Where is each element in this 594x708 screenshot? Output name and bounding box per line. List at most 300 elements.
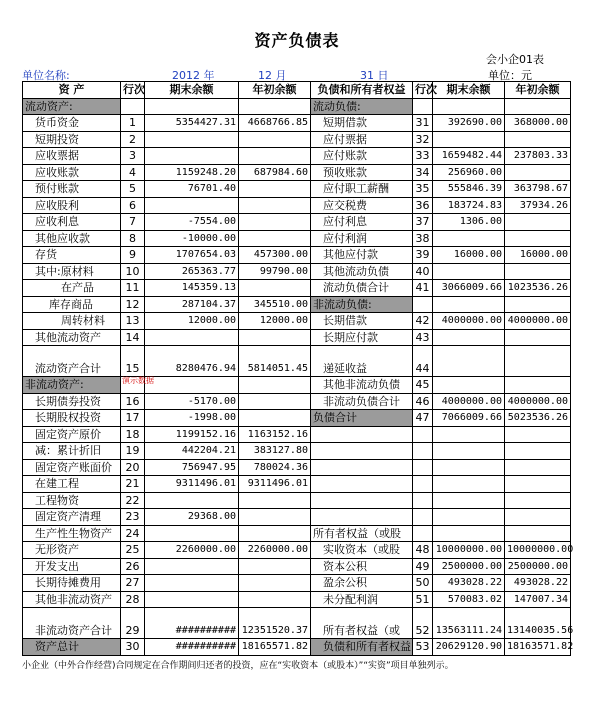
table-row (23, 492, 571, 509)
table-row (23, 509, 571, 526)
liability-line: 42 (413, 313, 433, 330)
asset-label: 无形资产 (23, 542, 121, 559)
liability-end-balance (433, 476, 505, 493)
asset-line: 4 (121, 164, 145, 181)
col-liability: 负债和所有者权益 (311, 82, 413, 99)
asset-begin-balance: 5814051.45 (239, 346, 311, 377)
asset-label: 货币资金 (23, 115, 121, 132)
table-row (23, 296, 571, 313)
table-row (23, 639, 571, 656)
liability-begin-balance (505, 492, 571, 509)
liability-end-balance (433, 230, 505, 247)
col-begin2: 年初余额 (505, 82, 571, 99)
table-row (23, 313, 571, 330)
liability-begin-balance (505, 346, 571, 377)
day-field: 31 日 (360, 69, 389, 82)
asset-label: 周转材料 (23, 313, 121, 330)
asset-line: 10 (121, 263, 145, 280)
table-row (23, 247, 571, 264)
asset-label: 生产性生物资产 (23, 525, 121, 542)
year-field: 2012 年 (172, 69, 215, 82)
liability-begin-balance (505, 131, 571, 148)
liability-label: 流动负债合计 (311, 280, 413, 297)
asset-label: 应收股利 (23, 197, 121, 214)
asset-end-balance: -10000.00 (145, 230, 239, 247)
liability-line (413, 476, 433, 493)
liability-end-balance: 4000000.00 (433, 313, 505, 330)
liability-line: 36 (413, 197, 433, 214)
asset-line: 8 (121, 230, 145, 247)
liability-begin-balance (505, 263, 571, 280)
footnote: 小企业（中外合作经营)合同规定在合作期间归还者的投资，应在“实收资本（或股本）”“实资”项目单独列示。 (22, 661, 454, 671)
liability-label: 短期借款 (311, 115, 413, 132)
asset-label: 应收利息 (23, 214, 121, 231)
liability-label (311, 426, 413, 443)
liability-end-balance (433, 443, 505, 460)
liability-begin-balance (505, 509, 571, 526)
liability-line: 52 (413, 608, 433, 639)
asset-end-balance (145, 591, 239, 608)
asset-label: 其他非流动资产 (23, 591, 121, 608)
asset-label: 其中:原材料 (23, 263, 121, 280)
table-row (23, 98, 571, 115)
liability-end-balance: 4000000.00 (433, 393, 505, 410)
table-row (23, 476, 571, 493)
asset-line: 7 (121, 214, 145, 231)
liability-end-balance: 2500000.00 (433, 558, 505, 575)
asset-label: 应收票据 (23, 148, 121, 165)
liability-label: 实收资本（或股 (311, 542, 413, 559)
asset-label: 固定资产清理 (23, 509, 121, 526)
liability-line: 51 (413, 591, 433, 608)
asset-label: 工程物资 (23, 492, 121, 509)
asset-label: 长期待摊费用 (23, 575, 121, 592)
liability-begin-balance: 5023536.26 (505, 410, 571, 427)
asset-line: 19 (121, 443, 145, 460)
liability-begin-balance: 237803.33 (505, 148, 571, 165)
liability-begin-balance (505, 443, 571, 460)
liability-begin-balance (505, 164, 571, 181)
asset-end-balance: 265363.77 (145, 263, 239, 280)
asset-begin-balance (239, 131, 311, 148)
asset-begin-balance (239, 230, 311, 247)
asset-begin-balance (239, 558, 311, 575)
asset-end-balance: 8280476.94 (145, 346, 239, 377)
liability-line: 35 (413, 181, 433, 198)
asset-begin-balance (239, 525, 311, 542)
liability-label: 应付职工薪酬 (311, 181, 413, 198)
liability-end-balance (433, 509, 505, 526)
liability-end-balance: 20629120.90 (433, 639, 505, 656)
asset-begin-balance (239, 377, 311, 394)
liability-label: 盈余公积 (311, 575, 413, 592)
asset-line: 1 (121, 115, 145, 132)
liability-begin-balance: 10000000.00 (505, 542, 571, 559)
liability-end-balance (433, 492, 505, 509)
asset-begin-balance (239, 492, 311, 509)
asset-begin-balance (239, 181, 311, 198)
asset-line: 12 (121, 296, 145, 313)
asset-line (121, 98, 145, 115)
asset-begin-balance (239, 280, 311, 297)
table-header-row (23, 82, 571, 99)
liability-line (413, 443, 433, 460)
asset-end-balance: 76701.40 (145, 181, 239, 198)
asset-begin-balance: 457300.00 (239, 247, 311, 264)
table-row (23, 459, 571, 476)
asset-end-balance: -5170.00 (145, 393, 239, 410)
liability-begin-balance (505, 459, 571, 476)
liability-begin-balance (505, 476, 571, 493)
liability-label: 负债合计 (311, 410, 413, 427)
liability-label: 应付利润 (311, 230, 413, 247)
liability-line: 31 (413, 115, 433, 132)
liability-label (311, 509, 413, 526)
table-row (23, 591, 571, 608)
col-end2: 期末余额 (433, 82, 505, 99)
liability-end-balance: 3066009.66 (433, 280, 505, 297)
table-row (23, 197, 571, 214)
liability-label: 应付账款 (311, 148, 413, 165)
asset-begin-balance: 4668766.85 (239, 115, 311, 132)
asset-end-balance: 5354427.31 (145, 115, 239, 132)
asset-line: 28 (121, 591, 145, 608)
liability-line (413, 492, 433, 509)
liability-line (413, 426, 433, 443)
asset-end-balance: ########## (145, 639, 239, 656)
asset-label: 库存商品 (23, 296, 121, 313)
asset-line: 13 (121, 313, 145, 330)
report-title: 资产负债表 (254, 31, 340, 50)
asset-line: 2 (121, 131, 145, 148)
asset-line: 3 (121, 148, 145, 165)
liability-end-balance (433, 459, 505, 476)
liability-line: 53 (413, 639, 433, 656)
liability-begin-balance: 493028.22 (505, 575, 571, 592)
liability-begin-balance (505, 296, 571, 313)
asset-end-balance (145, 558, 239, 575)
liability-label: 未分配利润 (311, 591, 413, 608)
asset-label: 非流动资产合计 (23, 608, 121, 639)
table-row (23, 575, 571, 592)
asset-line: 30 (121, 639, 145, 656)
liability-end-balance: 555846.39 (433, 181, 505, 198)
demo-data-note: 演示数据 (122, 376, 154, 385)
liability-end-balance: 570083.02 (433, 591, 505, 608)
table-row (23, 558, 571, 575)
liability-label: 负债和所有者权益 (311, 639, 413, 656)
liability-label (311, 476, 413, 493)
asset-line: 24 (121, 525, 145, 542)
asset-line: 23 (121, 509, 145, 526)
liability-end-balance (433, 525, 505, 542)
liability-end-balance: 392690.00 (433, 115, 505, 132)
liability-end-balance (433, 131, 505, 148)
asset-label: 短期投资 (23, 131, 121, 148)
liability-end-balance: 7066009.66 (433, 410, 505, 427)
liability-end-balance (433, 426, 505, 443)
asset-end-balance (145, 131, 239, 148)
asset-begin-balance (239, 98, 311, 115)
asset-label: 存货 (23, 247, 121, 264)
asset-line: 17 (121, 410, 145, 427)
liability-end-balance: 256960.00 (433, 164, 505, 181)
asset-label: 资产总计 (23, 639, 121, 656)
liability-line: 41 (413, 280, 433, 297)
liability-end-balance: 1659482.44 (433, 148, 505, 165)
liability-line (413, 296, 433, 313)
liability-end-balance: 183724.83 (433, 197, 505, 214)
asset-label: 固定资产账面价 (23, 459, 121, 476)
liability-begin-balance (505, 525, 571, 542)
asset-label: 流动资产: (23, 98, 121, 115)
table-row (23, 525, 571, 542)
asset-end-balance: 1199152.16 (145, 426, 239, 443)
asset-begin-balance (239, 591, 311, 608)
table-row (23, 608, 571, 639)
liability-line (413, 525, 433, 542)
col-end: 期末余额 (145, 82, 239, 99)
liability-line: 40 (413, 263, 433, 280)
table-row (23, 230, 571, 247)
asset-line: 22 (121, 492, 145, 509)
asset-end-balance: 756947.95 (145, 459, 239, 476)
liability-label: 所有者权益（或股 (311, 525, 413, 542)
asset-end-balance: 29368.00 (145, 509, 239, 526)
liability-label: 预收账款 (311, 164, 413, 181)
liability-begin-balance: 368000.00 (505, 115, 571, 132)
asset-begin-balance (239, 148, 311, 165)
liability-line: 39 (413, 247, 433, 264)
liability-line: 46 (413, 393, 433, 410)
table-row (23, 443, 571, 460)
liability-line: 33 (413, 148, 433, 165)
table-row (23, 426, 571, 443)
asset-end-balance (145, 492, 239, 509)
asset-end-balance: 12000.00 (145, 313, 239, 330)
liability-label (311, 459, 413, 476)
asset-begin-balance (239, 509, 311, 526)
table-row (23, 329, 571, 346)
asset-begin-balance: 18165571.82 (239, 639, 311, 656)
liability-begin-balance: 37934.26 (505, 197, 571, 214)
liability-line: 50 (413, 575, 433, 592)
table-row (23, 377, 571, 394)
asset-line: 20 (121, 459, 145, 476)
asset-line: 25 (121, 542, 145, 559)
table-row (23, 181, 571, 198)
liability-end-balance (433, 346, 505, 377)
asset-begin-balance (239, 393, 311, 410)
liability-label: 应付利息 (311, 214, 413, 231)
asset-begin-balance: 780024.36 (239, 459, 311, 476)
table-row (23, 263, 571, 280)
liability-label: 非流动负债合计 (311, 393, 413, 410)
asset-end-balance: 2260000.00 (145, 542, 239, 559)
asset-begin-balance (239, 410, 311, 427)
asset-begin-balance: 345510.00 (239, 296, 311, 313)
asset-begin-balance (239, 575, 311, 592)
table-row (23, 542, 571, 559)
asset-line: 5 (121, 181, 145, 198)
liability-line: 47 (413, 410, 433, 427)
asset-label: 固定资产原价 (23, 426, 121, 443)
liability-begin-balance: 363798.67 (505, 181, 571, 198)
liability-end-balance: 13563111.24 (433, 608, 505, 639)
asset-label: 其他应收款 (23, 230, 121, 247)
col-line: 行次 (121, 82, 145, 99)
asset-end-balance (145, 525, 239, 542)
liability-line: 38 (413, 230, 433, 247)
asset-end-balance (145, 148, 239, 165)
asset-line: 9 (121, 247, 145, 264)
liability-line: 43 (413, 329, 433, 346)
asset-label: 长期债券投资 (23, 393, 121, 410)
liability-begin-balance (505, 329, 571, 346)
asset-begin-balance (239, 329, 311, 346)
asset-label: 流动资产合计 (23, 346, 121, 377)
asset-label: 非流动资产: (23, 377, 121, 394)
currency-unit: 单位：元 (488, 69, 532, 82)
asset-label: 在产品 (23, 280, 121, 297)
asset-begin-balance: 99790.00 (239, 263, 311, 280)
asset-end-balance: 1707654.03 (145, 247, 239, 264)
liability-label (311, 492, 413, 509)
asset-end-balance: -1998.00 (145, 410, 239, 427)
liability-line (413, 459, 433, 476)
liability-end-balance (433, 377, 505, 394)
liability-begin-balance: 16000.00 (505, 247, 571, 264)
asset-begin-balance: 9311496.01 (239, 476, 311, 493)
liability-label: 其他应付款 (311, 247, 413, 264)
liability-label: 资本公积 (311, 558, 413, 575)
asset-line: 27 (121, 575, 145, 592)
liability-end-balance: 10000000.00 (433, 542, 505, 559)
liability-line: 48 (413, 542, 433, 559)
asset-line: 15 (121, 346, 145, 377)
liability-line: 45 (413, 377, 433, 394)
asset-end-balance: 9311496.01 (145, 476, 239, 493)
asset-end-balance: -7554.00 (145, 214, 239, 231)
asset-begin-balance: 12351520.37 (239, 608, 311, 639)
asset-end-balance: 1159248.20 (145, 164, 239, 181)
liability-label: 应付票据 (311, 131, 413, 148)
form-number: 会小企01表 (486, 53, 544, 66)
col-asset: 资 产 (23, 82, 121, 99)
asset-line: 26 (121, 558, 145, 575)
liability-line: 37 (413, 214, 433, 231)
liability-label: 其他非流动负债 (311, 377, 413, 394)
liability-label: 其他流动负债 (311, 263, 413, 280)
liability-label: 长期应付款 (311, 329, 413, 346)
liability-line (413, 509, 433, 526)
asset-end-balance: 287104.37 (145, 296, 239, 313)
asset-label: 减：累计折旧 (23, 443, 121, 460)
asset-begin-balance (239, 197, 311, 214)
liability-begin-balance: 18163571.82 (505, 639, 571, 656)
liability-end-balance (433, 329, 505, 346)
liability-label (311, 443, 413, 460)
table-row (23, 393, 571, 410)
liability-label: 应交税费 (311, 197, 413, 214)
asset-end-balance (145, 329, 239, 346)
liability-end-balance: 493028.22 (433, 575, 505, 592)
liability-begin-balance: 1023536.26 (505, 280, 571, 297)
asset-label: 长期股权投资 (23, 410, 121, 427)
asset-begin-balance: 383127.80 (239, 443, 311, 460)
asset-label: 开发支出 (23, 558, 121, 575)
asset-end-balance (145, 575, 239, 592)
table-row (23, 346, 571, 377)
asset-end-balance: 442204.21 (145, 443, 239, 460)
liability-line (413, 98, 433, 115)
asset-begin-balance: 12000.00 (239, 313, 311, 330)
asset-label: 其他流动资产 (23, 329, 121, 346)
liability-end-balance (433, 263, 505, 280)
liability-begin-balance (505, 426, 571, 443)
liability-end-balance: 1306.00 (433, 214, 505, 231)
liability-begin-balance: 13140035.56 (505, 608, 571, 639)
liability-end-balance (433, 98, 505, 115)
asset-begin-balance: 1163152.16 (239, 426, 311, 443)
asset-label: 应收账款 (23, 164, 121, 181)
asset-label: 在建工程 (23, 476, 121, 493)
table-row (23, 164, 571, 181)
liability-begin-balance (505, 214, 571, 231)
table-row (23, 131, 571, 148)
table-row (23, 115, 571, 132)
month-field: 12 月 (258, 69, 287, 82)
liability-label: 长期借款 (311, 313, 413, 330)
liability-line: 34 (413, 164, 433, 181)
asset-label: 预付账款 (23, 181, 121, 198)
asset-end-balance (145, 98, 239, 115)
liability-label: 流动负债: (311, 98, 413, 115)
liability-begin-balance (505, 98, 571, 115)
liability-end-balance: 16000.00 (433, 247, 505, 264)
asset-begin-balance: 687984.60 (239, 164, 311, 181)
col-begin: 年初余额 (239, 82, 311, 99)
liability-begin-balance: 2500000.00 (505, 558, 571, 575)
liability-end-balance (433, 296, 505, 313)
asset-end-balance (145, 377, 239, 394)
table-row (23, 148, 571, 165)
liability-begin-balance: 4000000.00 (505, 393, 571, 410)
liability-line: 49 (413, 558, 433, 575)
asset-end-balance: 145359.13 (145, 280, 239, 297)
asset-line: 29 (121, 608, 145, 639)
liability-line: 32 (413, 131, 433, 148)
asset-line: 21 (121, 476, 145, 493)
liability-begin-balance (505, 230, 571, 247)
table-row (23, 410, 571, 427)
asset-begin-balance: 2260000.00 (239, 542, 311, 559)
unit-name-label: 单位名称: (22, 69, 70, 82)
liability-line: 44 (413, 346, 433, 377)
table-row (23, 214, 571, 231)
asset-end-balance (145, 197, 239, 214)
asset-end-balance: ########## (145, 608, 239, 639)
asset-line: 6 (121, 197, 145, 214)
table-row (23, 280, 571, 297)
liability-label: 递延收益 (311, 346, 413, 377)
liability-label: 所有者权益（或 (311, 608, 413, 639)
asset-line: 11 (121, 280, 145, 297)
liability-begin-balance (505, 377, 571, 394)
asset-begin-balance (239, 214, 311, 231)
asset-line: 14 (121, 329, 145, 346)
liability-begin-balance: 4000000.00 (505, 313, 571, 330)
